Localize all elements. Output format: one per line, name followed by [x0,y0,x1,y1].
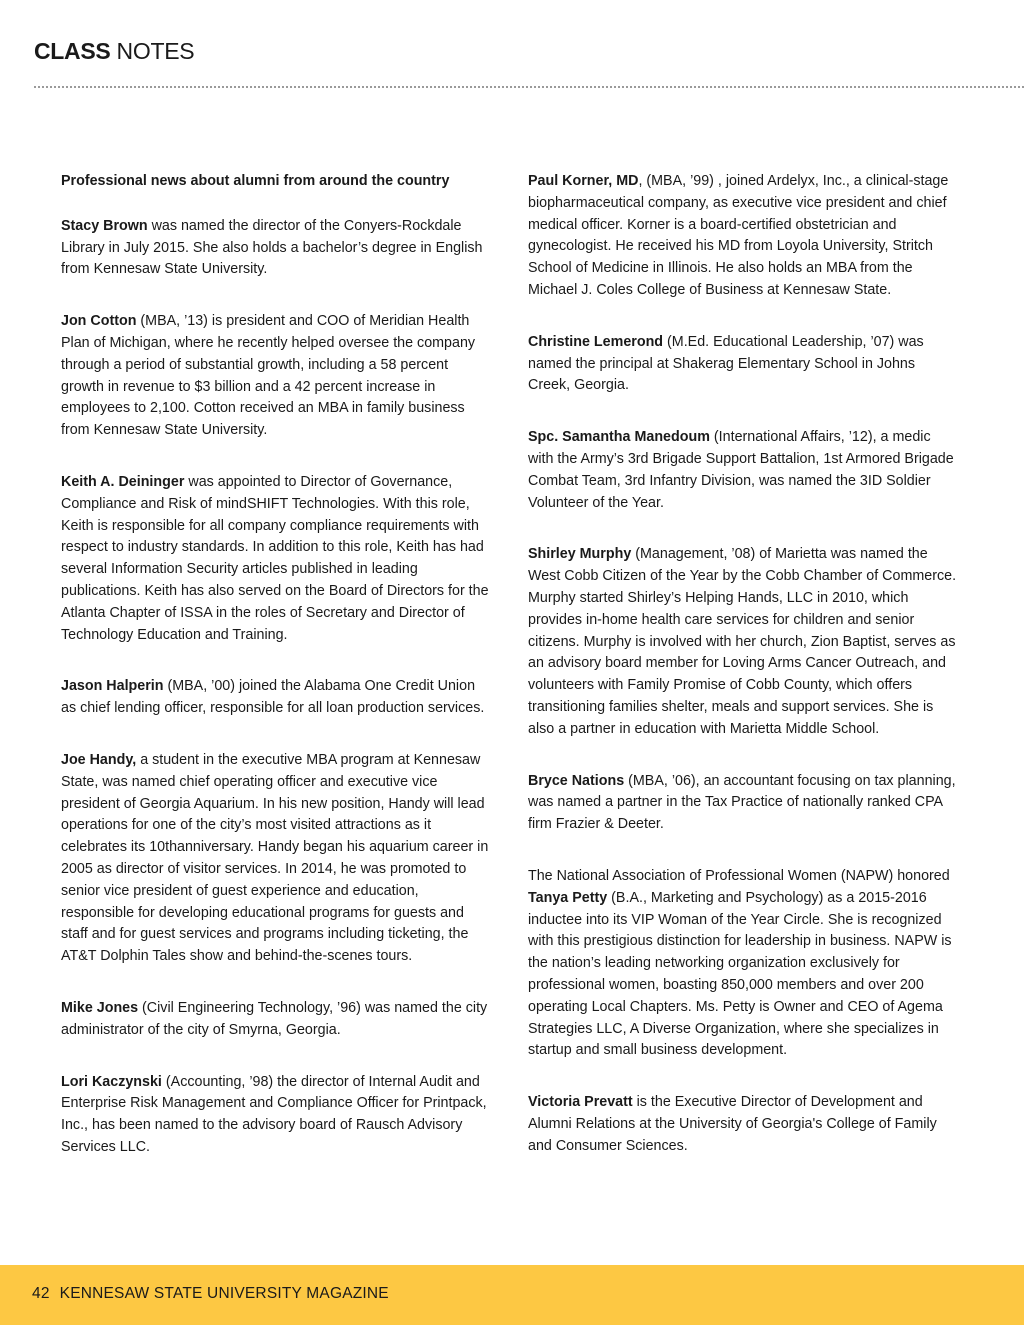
alumni-text: , (MBA, ’99) , joined Ardelyx, Inc., a clinical-stage biopharmaceutical company, as executive vice president and chief medical officer. Korner is a board-certified obstetrician and gynecologist. He received his MD from Loyola University, Stritch School of Medicine in Illinois. He also holds an MBA from the Michael J. Coles College of Business at Kennesaw State. [528,173,949,298]
alumni-text: (Management, ’08) of Marietta was named the West Cobb Citizen of the Year by the Cobb Chamber of Commerce. Murphy started Shirley’s Helping Hands, LLC in 2010, which provides in-home health care services for children and senior citizens. Murphy is involved with her church, Zion Baptist, serves as an advisory board member for Loving Arms Cancer Outreach, and volunteers with Family Promise of Cobb County, which offers transitioning families shelter, meals and support services. She is also a partner in education with Marietta Middle School. [528,546,957,737]
section-title [34,38,194,65]
alumni-text: (B.A., Marketing and Psychology) as a 2015-2016 inductee into its VIP Woman of the Year Circle. She is recognized with this prestigious distinction for leadership in business. NAPW is the nation’s leading networking organization exclusively for professional women, boasting 850,000 members and over 200 operating Local Chapters. Ms. Petty is Owner and CEO of Agema Strategies LLC, A Diverse Organization, where she specializes in startup and small business development. [528,889,952,1059]
alumni-entry [528,771,958,836]
alumni-text: (M.Ed. Educational Leadership, ’07) was named the principal at Shakerag Elementary School in Johns Creek, Georgia. [528,333,924,394]
alumni-entry [528,332,958,397]
alumni-text: was named the director of the Conyers-Rockdale Library in July 2015. She also holds a bachelor’s degree in English from Kennesaw State University. [61,217,483,278]
footer-caption [32,1285,389,1303]
alumni-name: Stacy Brown [61,217,148,234]
alumni-name: Tanya Petty [528,889,608,906]
alumni-text: a student in the executive MBA program at Kennesaw State, was named chief operating officer and executive vice president of Georgia Aquarium. In his new position, Handy will lead operations for one of the city’s most visited attractions as it celebrates its 10thanniversary. Handy began his aquarium career in 2005 as director of visitor services. In 2014, he was promoted to senior vice president of guest experience and education, responsible for developing educational programs for guests and staff and for guest services and programs including ticketing, the AT&T Dolphin Tales show and behind-the-scenes tours. [61,751,489,965]
alumni-name: Shirley Murphy [528,546,632,563]
alumni-text: (Civil Engineering Technology, ’96) was named the city administrator of the city of Smyrna, Georgia. [61,999,488,1038]
header-divider [34,86,1024,88]
alumni-name: Christine Lemerond [528,333,664,350]
alumni-entry [61,216,491,281]
alumni-name: Jon Cotton [61,313,137,330]
alumni-entry [528,1092,958,1157]
alumni-entry [61,750,491,968]
alumni-name: Lori Kaczynski [61,1073,162,1090]
section-lede: Professional news about alumni from around the country [61,173,450,189]
alumni-text-intro: The National Association of Professional Women (NAPW) honored [528,867,950,884]
publication-name: KENNESAW STATE UNIVERSITY MAGAZINE [59,1285,389,1302]
alumni-entry [61,676,491,720]
page-number: 42 [32,1285,50,1302]
alumni-entry [528,866,958,1062]
alumni-text: was appointed to Director of Governance, Compliance and Risk of mindSHIFT Technologies. With this role, Keith is responsible for all company compliance requirements with respect to industry standards. In addition to this role, Keith has had several Information Security articles published in leading publications. Keith has also served on the Board of Directors for the Atlanta Chapter of ISSA in the roles of Secretary and Director of Technology Education and Training. [61,473,489,643]
alumni-entry [528,544,958,740]
alumni-text: (MBA, ’06), an accountant focusing on tax planning, was named a partner in the Tax Practice of nationally ranked CPA firm Frazier & Deeter. [528,772,956,833]
alumni-text: is the Executive Director of Development and Alumni Relations at the University of Georgia's College of Family and Consumer Sciences. [528,1094,937,1154]
alumni-entry [61,998,491,1042]
alumni-entry [61,472,491,646]
alumni-name: Joe Handy, [61,751,137,768]
alumni-name: Keith A. Deininger [61,473,185,490]
alumni-entry [528,427,958,514]
alumni-name: Victoria Prevatt [528,1094,633,1111]
right-column [528,171,958,1187]
alumni-text: (Accounting, ’98) the director of Internal Audit and Enterprise Risk Management and Compliance Officer for Printpack, Inc., has been named to the advisory board of Rausch Advisory Services LLC. [61,1073,487,1155]
alumni-name: Bryce Nations [528,772,625,789]
section-title-bold: CLASS [34,38,111,64]
alumni-text: (International Affairs, ’12), a medic with the Army’s 3rd Brigade Support Battalion, 1st Armored Brigade Combat Team, 3rd Infantry Division, was named the 3ID Soldier Volunteer of the Year. [528,429,954,511]
alumni-text: (MBA, ’13) is president and COO of Meridian Health Plan of Michigan, where he recently helped oversee the company through a period of substantial growth, including a 58 percent growth in revenue to $3 billion and a 42 percent increase in employees to 2,100. Cotton received an MBA in family business from Kennesaw State University. [61,313,476,439]
section-title-light: NOTES [116,38,195,64]
alumni-entry [61,311,491,442]
alumni-text: (MBA, ’00) joined the Alabama One Credit Union as chief lending officer, responsible for all loan production services. [61,678,485,717]
alumni-name: Mike Jones [61,999,139,1016]
left-column [61,171,491,1189]
alumni-name: Spc. Samantha Manedoum [528,429,710,446]
alumni-name: Paul Korner, MD [528,173,639,189]
alumni-name: Jason Halperin [61,678,164,695]
footer-band [0,1265,1024,1325]
alumni-entry [61,1072,491,1159]
alumni-entry [528,171,958,302]
